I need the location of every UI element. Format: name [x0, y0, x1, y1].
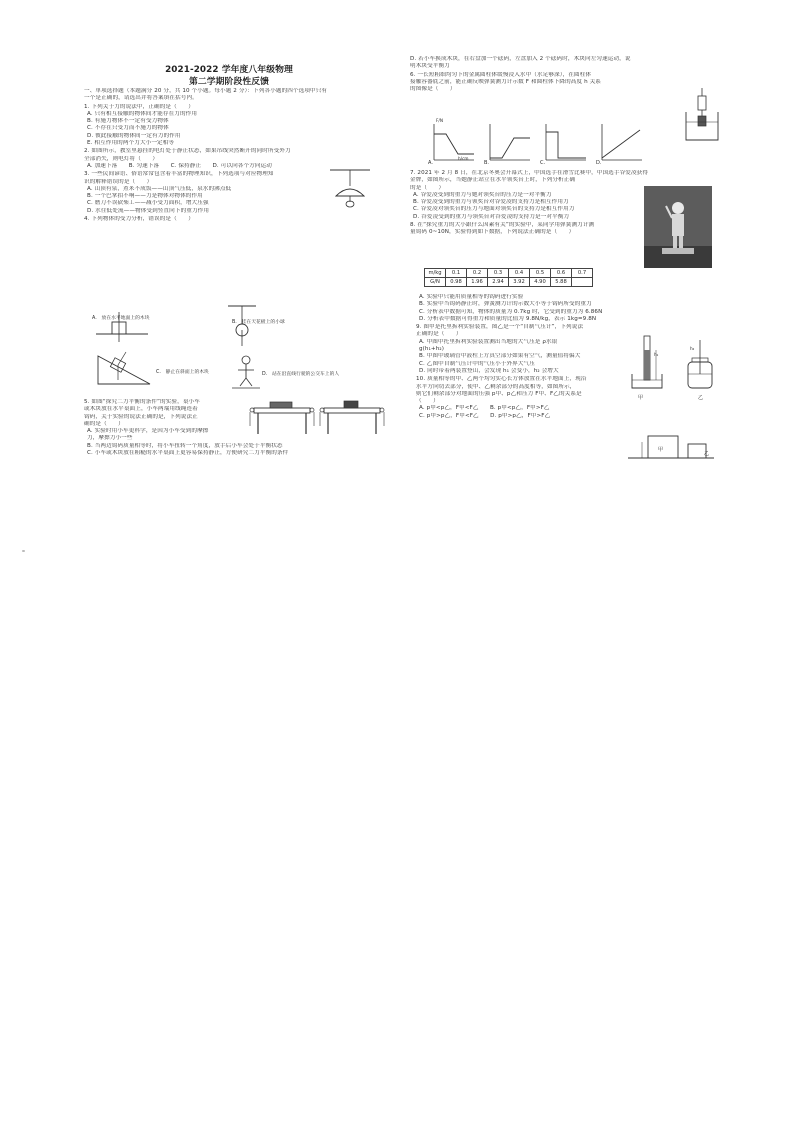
option-row: C. p甲>p乙，F甲<F乙 D. p甲>p乙，F甲>F乙 — [419, 412, 551, 419]
table-cell: 0.2 — [467, 269, 488, 278]
text-line: （ ） — [416, 398, 439, 405]
skier-photo — [644, 186, 712, 268]
option: C. 乙图中自制气压计中的气压小于外界大气压 — [419, 360, 535, 367]
table-cell: 1.96 — [467, 278, 488, 287]
data-table — [424, 268, 593, 287]
exam-title: 2021-2022 学年度八年级物理 — [165, 65, 293, 75]
text-line: 金牌，如图所示，当她静止站立在水平领奖台上时，下列分析正确 — [410, 177, 576, 184]
table-cell: 0.1 — [446, 269, 467, 278]
q4-label-d: D. 站在沿直线行驶的公交车上的人 — [262, 372, 340, 377]
table-cell — [572, 278, 593, 287]
option: g(h₁+h₂) — [419, 346, 444, 353]
text-line: 则它们剩余部分对地面的压强 p甲、p乙和压力 F甲、F乙的关系是 — [416, 390, 582, 397]
option: A. 谷爱凌受到的重力与她对领奖台的压力是一对平衡力 — [413, 191, 552, 198]
table-cell: m/kg — [425, 269, 446, 278]
option: D. 若小车换成木块，在右盘加一个砝码，左盘加入 2 个砝码时，木块向左匀速运动，说 — [410, 56, 631, 62]
hanging-lamp-figure — [326, 168, 374, 210]
text-line: 正确的是（ ） — [416, 331, 462, 338]
fig9-label-jia: 甲 — [638, 395, 644, 401]
table-cell: 0.4 — [509, 269, 530, 278]
q5-cart-apparatus — [248, 400, 316, 438]
option: 力，摩擦力小一些 — [87, 435, 133, 442]
option: A. 甲图中托里拆利实验装置测出当地的大气压是 ρ水银 — [419, 338, 558, 345]
right-column — [410, 56, 722, 93]
option: B. 实验中当钩码静止时，弹簧测力计的示数大小等于钩码所受的重力 — [419, 301, 592, 308]
graph-axis-y: F/N — [436, 118, 443, 123]
question-1: 1. 下列关于力的说法中，正确的是（ ） — [84, 103, 194, 110]
question-10: 10. 质量相等的甲、乙两个均匀实心长方体放置在水平地面上，现沿 — [416, 376, 587, 383]
text-line: 明木块受平衡力 — [410, 63, 450, 70]
text-line: 接触容器底之前，能正确反映弹簧测力计示数 F 和圆柱体下降的高度 h 关系 — [410, 78, 601, 85]
table-cell: 0.6 — [551, 269, 572, 278]
graph-a-label: A. — [428, 160, 433, 166]
text-line: 水平方向切去部分，使甲、乙剩余部分的高度相等，如图所示， — [416, 383, 576, 390]
option: C. 不存在只受力而不施力的物体 — [87, 125, 169, 132]
text-line: 识的解释错误的是（ ） — [84, 178, 153, 185]
table-cell: 2.94 — [488, 278, 509, 287]
graph-c-label: C. — [540, 160, 546, 166]
question-4: 4. 下列物体的受力分析，错误的是（ ） — [84, 216, 194, 223]
fig10-label-jia: 甲 — [658, 447, 664, 453]
text-line: 一、单项选择题（本题满分 20 分，共 10 个小题。每小题 2 分）：下列各小题的四个选项中只有 — [84, 88, 328, 94]
option: C. 谷爱凌对领奖台的压力与地面对领奖台的支持力是相互作用力 — [413, 206, 575, 213]
question-6: 6. 一长短粗细均匀下的金属圆柱体缓慢浸入水中（水足够深），在圆柱体 — [410, 71, 592, 78]
option: D. 同时带着两装置登山，会发现 h₁ 会变小，h₂ 会增大 — [419, 367, 559, 374]
option: C. 磨刀不误砍柴工——减小受力面积，增大压强 — [87, 200, 209, 207]
table-cell: 0.3 — [488, 269, 509, 278]
q6-apparatus — [682, 86, 722, 144]
q4-label-c: C. 静止在斜面上的木块 — [156, 370, 209, 375]
question-2: 2. 如图所示，教室里悬挂的电灯处于静止状态，如果吊线突然断开的同时所受外力 — [84, 148, 291, 155]
option: D. 水往低处流——物体受到竖直向下的重力作用 — [87, 207, 210, 214]
graph-axis-x: h/cm — [458, 156, 469, 161]
graph-d-label: D. — [596, 160, 602, 166]
text-line: 确的是（ ） — [84, 420, 124, 427]
q4-label-a: A. 放在水平地面上的木块 — [92, 316, 150, 321]
table-cell: 5.88 — [551, 278, 572, 287]
graph-d — [602, 124, 642, 160]
fig10-label-yi: 乙 — [704, 451, 710, 457]
option: D. 分析表中数据可得重力和质量的比值为 9.8N/kg，表示 1kg=9.8N — [419, 315, 597, 322]
question-9: 9. 图甲是托里拆利实验装置，图乙是一个“自制气压计”，下列说法 — [416, 324, 584, 331]
q6-graphs — [428, 122, 648, 170]
graph-c — [546, 124, 586, 160]
option: C. 分析表中数据可知，物体的质量为 0.7kg 时，它受到的重力为 6.86N — [419, 308, 603, 315]
option: B. 谷爱凌受到的重力与领奖台对谷爱凌的支持力是相互作用力 — [413, 199, 569, 206]
scan-speck — [22, 550, 25, 552]
q9-barometer-figure — [630, 334, 720, 394]
fig9-label-yi: 乙 — [698, 395, 704, 401]
option: C. 小车或木块放在粗糙的水平桌面上更容易保持静止，方便研究二力平衡的条件 — [87, 450, 289, 457]
option: A. 实验中只能用质量相等的钩码进行实验 — [419, 294, 524, 300]
fig9-label-h1: h₁ — [654, 352, 659, 357]
option: B. 甲图中玻璃管中液柱上方真空部分如果有空气，测量值将偏大 — [419, 353, 581, 360]
question-3: 3. 一些民间谚语、俗语常常包含着丰富的物理知识，下列选项与对应物理知 — [84, 171, 274, 178]
graph-b — [490, 124, 530, 160]
options-row: A. 加速下落 B. 匀速下落 C. 保持静止 D. 可以向各个方向运动 — [87, 162, 272, 169]
q4-label-b: B. 挂在天花板上的小球 — [232, 320, 285, 325]
table-row — [425, 278, 593, 287]
text-line: 一个是正确的，请选出并将答案填在括号内。 — [84, 95, 198, 102]
graph-a — [434, 124, 474, 160]
table-cell: 0.7 — [572, 269, 593, 278]
table-cell: 0.98 — [446, 278, 467, 287]
option: D. 彼此接触的物体间一定有力的作用 — [87, 132, 181, 139]
q10-blocks-figure — [626, 430, 716, 464]
option: E. 相互作用的两个力大小一定相等 — [87, 140, 175, 147]
option: B. 一个巴掌拍不响——力是物体对物体的作用 — [87, 193, 203, 200]
text-line: 的是（ ） — [410, 184, 445, 191]
option: A. 实验时用小车更科学，是因为小车受到的摩擦 — [87, 428, 209, 435]
q5-block-apparatus — [318, 400, 386, 438]
table-cell: 0.5 — [530, 269, 551, 278]
table-cell: 3.92 — [509, 278, 530, 287]
q4-figure-c — [92, 348, 162, 388]
table-cell: 4.90 — [530, 278, 551, 287]
text-line: 钩码，关于实验的说法正确的是，下列说法正 — [84, 413, 198, 420]
table-cell: G/N — [425, 278, 446, 287]
table-row — [425, 269, 593, 278]
q4-figure-d — [228, 352, 264, 392]
question-7: 7. 2021 年 2 月 8 日，在北京冬奥会开幕式上，中国选手在滑雪比赛中，中国选手谷爱凌获得 — [410, 170, 649, 176]
question-5: 5. 如图“探究二力平衡的条件”的实验，桌小车 — [84, 399, 200, 405]
text-line: 量钩码 0~10N，实验得到如下数据，下列说法正确的是（ ） — [410, 229, 575, 236]
option: A. 只有相互接触的物体间才能存在力的作用 — [87, 110, 198, 117]
graph-b-label: B. — [484, 160, 490, 166]
text-line: 的图像是（ ） — [410, 86, 456, 93]
question-8: 8. 在“探究重力的大小跟什么因素有关”的实验中，某同学用弹簧测力计测 — [410, 222, 595, 229]
fig9-label-h2: h₂ — [690, 346, 695, 351]
q4-figure-b — [222, 304, 262, 354]
option: B. 当两边钩码质量相等时，将小车扭转一个角度，放手后小车会处于平衡状态 — [87, 442, 283, 449]
exam-subtitle: 第二学期阶段性反馈 — [188, 77, 270, 87]
option: B. 有施力物体不一定有受力物体 — [87, 118, 169, 125]
option-row: A. p甲<p乙，F甲<F乙 B. p甲<p乙，F甲>F乙 — [419, 405, 550, 412]
text-line: 全部消失，则电灯将（ ） — [84, 155, 159, 162]
option: A. 山顶有泉，煮米不成饭——山顶气压低，泉水的沸点低 — [87, 185, 232, 192]
option: D. 谷爱凌受到的重力与领奖台对谷爱凌的支持力是一对平衡力 — [413, 213, 570, 220]
text-line: 或木块放在水平桌面上，小车两端用线绳连着 — [84, 406, 198, 413]
